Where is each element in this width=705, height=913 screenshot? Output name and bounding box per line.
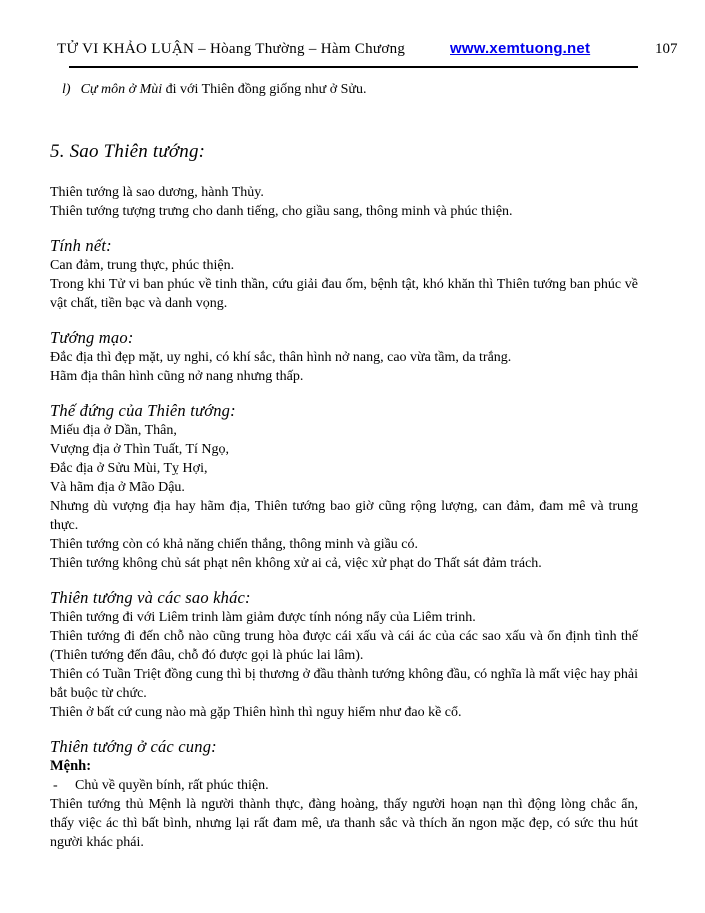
bullet-item — [50, 776, 638, 795]
page-number: 107 — [655, 41, 678, 57]
list-item-term: Cự môn ở Mùi — [80, 82, 163, 97]
paragraph: Trong khi Tử vi ban phúc về tinh thần, cứu giải đau ốm, bệnh tật, khó khăn thì Thiên tướng ban phúc về vật chất, tiền bạc và danh vọng. — [50, 277, 638, 311]
paragraph: Vượng địa ở Thìn Tuất, Tí Ngọ, — [50, 442, 230, 457]
section-heading-cac-cung: Thiên tướng ở các cung: — [50, 737, 217, 756]
list-item-text: đi với Thiên đồng giống như ở Sửu. — [162, 82, 367, 97]
paragraph: Và hãm địa ở Mão Dậu. — [50, 480, 185, 495]
paragraph: Thiên tướng tượng trưng cho danh tiếng, cho giầu sang, thông minh và phúc thiện. — [50, 204, 513, 219]
paragraph: Thiên tướng là sao dương, hành Thủy. — [50, 185, 264, 200]
paragraph: Thiên tướng thủ Mệnh là người thành thực, đàng hoàng, thấy người hoạn nạn thì động lòng chắc ẩn, thấy việc ác thì bất bình, nhưng lại rất đam mê, ưa thanh sắc và thích ăn ngon mặc đẹp, có sức thu hút người khác phái. — [50, 797, 638, 850]
book-title: TỬ VI KHẢO LUẬN – Hòang Thường – Hàm Chương — [57, 41, 406, 57]
paragraph: Miếu địa ở Dần, Thân, — [50, 423, 177, 438]
paragraph: Thiên ở bất cứ cung nào mà gặp Thiên hình thì nguy hiểm như đao kề cổ. — [50, 705, 462, 720]
paragraph: Đắc địa ở Sửu Mùi, Tỵ Hợi, — [50, 461, 208, 476]
paragraph: Thiên có Tuần Triệt đồng cung thì bị thương ở đầu thành tướng không đầu, có nghĩa là mất việc hay phải bắt buộc từ chức. — [50, 667, 638, 701]
section-heading-cac-sao-khac: Thiên tướng và các sao khác: — [50, 588, 251, 607]
section-heading-the-dung: Thế đứng của Thiên tướng: — [50, 401, 236, 420]
paragraph: Thiên tướng đi đến chỗ nào cũng trung hòa được cái xấu và cái ác của các sao xấu và ổn định tình thế (Thiên tướng đến đâu, chỗ đó được gọi là phúc lai lâm). — [50, 629, 638, 663]
paragraph: Thiên tướng đi với Liêm trinh làm giảm được tính nóng nẩy của Liêm trinh. — [50, 610, 476, 625]
header-divider — [69, 66, 638, 68]
intro-block — [50, 183, 638, 221]
page-content — [50, 80, 638, 852]
bullet-text: Chủ về quyền bính, rất phúc thiện. — [75, 778, 269, 793]
section-heading-tinh-net: Tính nết: — [50, 236, 112, 255]
paragraph: Can đảm, trung thực, phúc thiện. — [50, 258, 235, 273]
list-item-marker: l) — [62, 82, 71, 97]
bullet-marker: - — [53, 778, 58, 793]
section-heading-tuong-mao: Tướng mạo: — [50, 328, 134, 347]
website-link[interactable]: www.xemtuong.net — [450, 40, 591, 57]
paragraph: Thiên tướng không chủ sát phạt nên không xử ai cả, việc xử phạt do Thất sát đảm trách. — [50, 556, 542, 571]
list-item — [50, 80, 638, 99]
paragraph: Nhưng dù vượng địa hay hãm địa, Thiên tướng bao giờ cũng rộng lượng, can đảm, đam mê và trung thực. — [50, 499, 638, 533]
paragraph: Thiên tướng còn có khả năng chiến thắng, thông minh và giầu có. — [50, 537, 419, 552]
page-heading: 5. Sao Thiên tướng: — [50, 141, 206, 162]
paragraph: Hãm địa thân hình cũng nở nang nhưng thấp. — [50, 369, 304, 384]
subsection-heading-menh: Mệnh: — [50, 758, 92, 774]
paragraph: Đắc địa thì đẹp mặt, uy nghi, có khí sắc, thân hình nở nang, cao vừa tầm, da trắng. — [50, 350, 512, 365]
